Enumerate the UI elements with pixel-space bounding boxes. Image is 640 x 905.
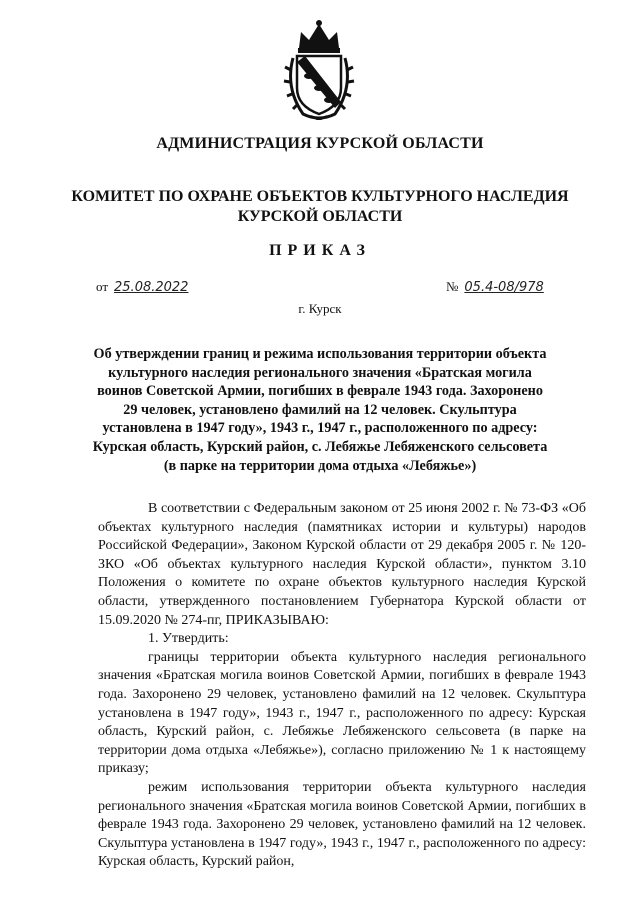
committee-name-line1: КОМИТЕТ ПО ОХРАНЕ ОБЪЕКТОВ КУЛЬТУРНОГО НАСЛЕДИЯ — [71, 188, 569, 205]
city: г. Курск — [298, 301, 342, 316]
committee-name-line2: КУРСКОЙ ОБЛАСТИ — [237, 208, 403, 225]
order-date — [96, 279, 188, 295]
number-prefix: № — [446, 279, 459, 294]
order-number — [446, 279, 544, 295]
date-value: 25.08.2022 — [114, 280, 189, 295]
document-type: ПРИКАЗ — [269, 242, 371, 259]
order-body — [98, 500, 586, 872]
kursk-coat-of-arms-icon — [283, 18, 355, 120]
paragraph-legal-basis: В соответствии с Федеральным законом от 25 июня 2002 г. № 73-ФЗ «Об объектах культурного наследия (памятниках истории и культуры) народов Российской Федерации», Законом Курской области от 29 декабря 2005 г. № 120-ЗКО «Об объектах культурного наследия Курской области», пунктом 3.10 Положения о комитете по охране объектов культурного наследия Курской области, утвержденного постановлением Губернатора Курской области от 15.09.2020 № 274-пг, ПРИКАЗЫВАЮ: — [98, 501, 586, 628]
paragraph-approve: 1. Утвердить: — [148, 631, 229, 647]
date-prefix: от — [96, 279, 109, 294]
agency-name: АДМИНИСТРАЦИЯ КУРСКОЙ ОБЛАСТИ — [156, 135, 484, 152]
paragraph-regime: режим использования территории объекта культурного наследия регионального значения «Братская могила воинов Советской Армии, погибших в феврале 1943 года. Захоронено 29 человек, установлено фамилий на 12 человек. Скульптура установлена в 1947 году», 1943 г., 1947 г., расположенного по адресу: Курская область, Курский район, — [98, 779, 586, 870]
committee-name — [0, 187, 640, 227]
number-value: 05.4-08/978 — [464, 280, 544, 295]
order-title: Об утверждении границ и режима использования территории объекта культурного наследия регионального значения «Братская могила воинов Советской Армии, погибших в феврале 1943 года. Захоронено 29 человек, установлено фамилий на 12 человек. Скульптура установлена в 1947 году», 1943 г., 1947 г., расположенного по адресу: Курская область, Курский район, с. Лебяжье Лебяженского сельсовета (в парке на территории дома отдыха «Лебяжье») — [92, 346, 548, 474]
paragraph-boundaries: границы территории объекта культурного наследия регионального значения «Братская могила воинов Советской Армии, погибших в феврале 1943 года. Захоронено 29 человек, установлено фамилий на 12 человек. Скульптура установлена в 1947 году», 1943 г., 1947 г., расположенного по адресу: Курская область, Курский район, с. Лебяжье Лебяженского сельсовета (в парке на территории дома отдыха «Лебяжье»), согласно приложению № 1 к настоящему приказу; — [98, 649, 586, 777]
